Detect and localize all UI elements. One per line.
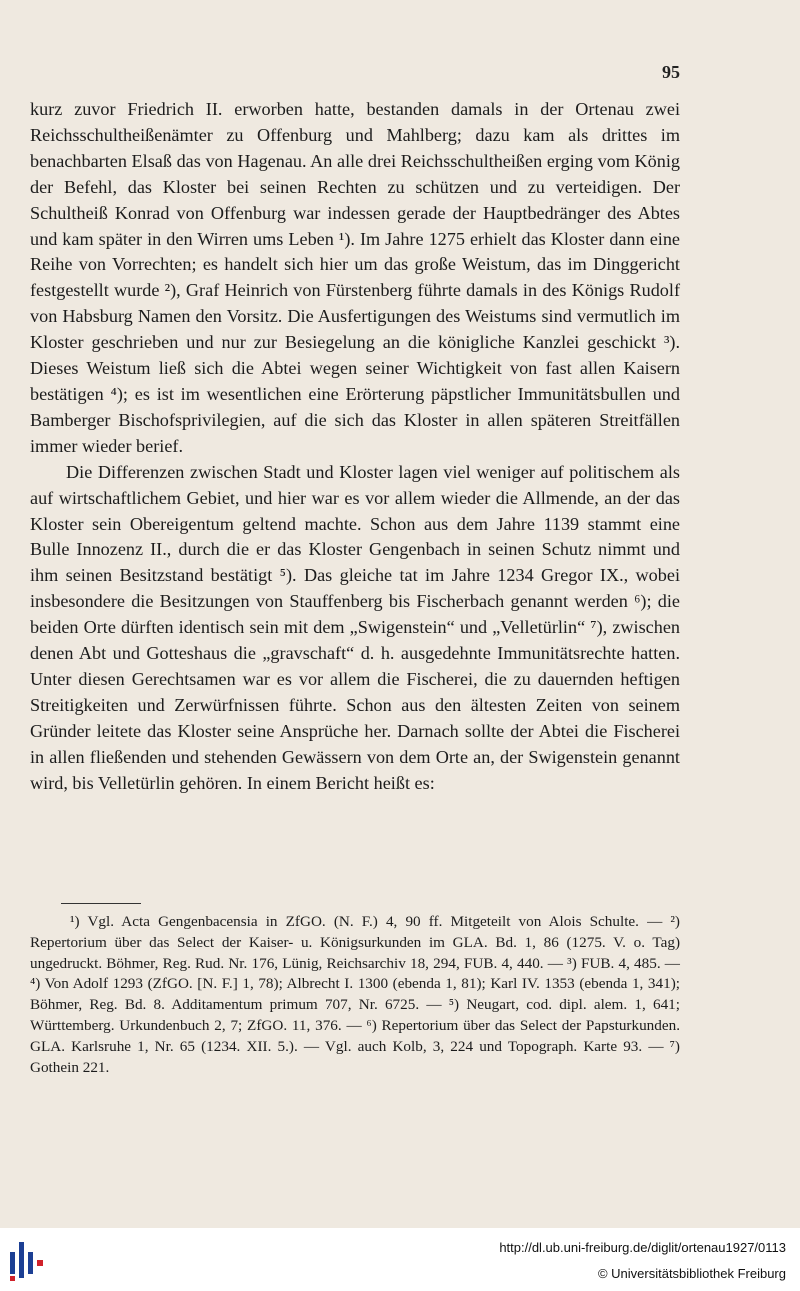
page-url-link[interactable]: http://dl.ub.uni-freiburg.de/diglit/ortenau1927/0113 (499, 1240, 786, 1255)
copyright-notice: © Universitätsbibliothek Freiburg (597, 1266, 786, 1281)
ub-freiburg-logo-icon[interactable] (8, 1238, 48, 1282)
footnotes: ¹) Vgl. Acta Gengenbacensia in ZfGO. (N. F.) 4, 90 ff. Mitgeteilt von Alois Schulte. — ²) Repertorium über das Select der Kaiser- u. Königsurkunden im GLA. Bd. 1, 86 (1275. V. o. Tag) ungedruckt. Böhmer, Reg. Rud. Nr. 176, Lünig, Reichsarchiv 18, 294, FUB. 4, 440. — ³) FUB. 4, 485. — ⁴) Von Adolf 1293 (ZfGO. [N. F.] 1, 78); Albrecht I. 1300 (ebenda 1, 81); Karl IV. 1353 (ebenda 1, 341); Böhmer, Reg. Bd. 8. Additamentum primum 707, Nr. 6725. — ⁵) Neugart, cod. dipl. alem. 1, 641; Württemberg. Urkundenbuch 2, 7; ZfGO. 11, 376. — ⁶) Repertorium über das Select der Papsturkunden. GLA. Karlsruhe 1, Nr. 65 (1234. XII. 5.). — Vgl. auch Kolb, 3, 224 und Topograph. Karte 93. — ⁷) Gothein 221. (30, 913, 680, 1076)
page-number: 95 (662, 62, 680, 82)
footnote-divider (61, 903, 141, 904)
viewer-footer (0, 1228, 800, 1291)
body-text (30, 97, 680, 796)
paragraph-2: Die Differenzen zwischen Stadt und Kloster lagen viel weniger auf politischem als auf wirtschaftlichem Gebiet, und hier war es vor allem wieder die Allmende, an der das Kloster sein Obereigentum geltend machte. Schon aus dem Jahre 1139 stammt eine Bulle Innozenz II., durch die er das Kloster Gengenbach in seinen Schutz nimmt und ihm seinen Besitzstand bestätigt ⁵). Das gleiche tat im Jahre 1234 Gregor IX., wobei insbesondere die Besitzungen von Stauffenberg bis Fischerbach genannt werden ⁶); die beiden Orte dürften identisch sein mit dem „Swigenstein“ und „Velletürlin“ ⁷), zwischen denen Abt und Gotteshaus die „gravschaft“ d. h. ausgedehnte Immunitätsrechte hatten. Unter diesen Gerechtsamen war es vor allem die Fischerei, die zu dauernden heftigen Streitigkeiten und Zerwürfnissen führte. Schon aus den ältesten Zeiten von seinem Gründer leitete das Kloster seine Ansprüche her. Darnach sollte der Abtei die Fischerei in allen fließenden und stehenden Gewässern von dem Orte an, der Swigenstein genannt wird, bis Velletürlin gehören. In einem Bericht heißt es: (30, 461, 680, 793)
paragraph-1: kurz zuvor Friedrich II. erworben hatte, bestanden damals in der Ortenau zwei Reichsschultheißenämter zu Offenburg und Mahlberg; dazu kam als drittes im benachbarten Elsaß das von Hagenau. An alle drei Reichsschultheißen erging vom König der Befehl, das Kloster bei seinen Rechten zu schützen und zu verteidigen. Der Schultheiß Konrad von Offenburg war indessen gerade der Hauptbedränger des Abtes und kam später in den Wirren ums Leben ¹). Im Jahre 1275 erhielt das Kloster dann eine Reihe von Vorrechten; es handelt sich hier um das große Weistum, das im Dinggericht festgestellt wurde ²), Graf Heinrich von Fürstenberg führte damals in des Königs Rudolf von Habsburg Namen den Vorsitz. Die Ausfertigungen des Weistums sind vermutlich im Kloster geschrieben und nur zur Besiegelung an die königliche Kanzlei geschickt ³). Dieses Weistum ließ sich die Abtei wegen seiner Wichtigkeit von fast allen Kaisern bestätigen ⁴); es ist im wesentlichen eine Erörterung päpstlicher Immunitätsbullen und Bamberger Bischofsprivilegien, auf die sich das Kloster in allen späteren Streitfällen immer wieder berief. (30, 99, 680, 456)
